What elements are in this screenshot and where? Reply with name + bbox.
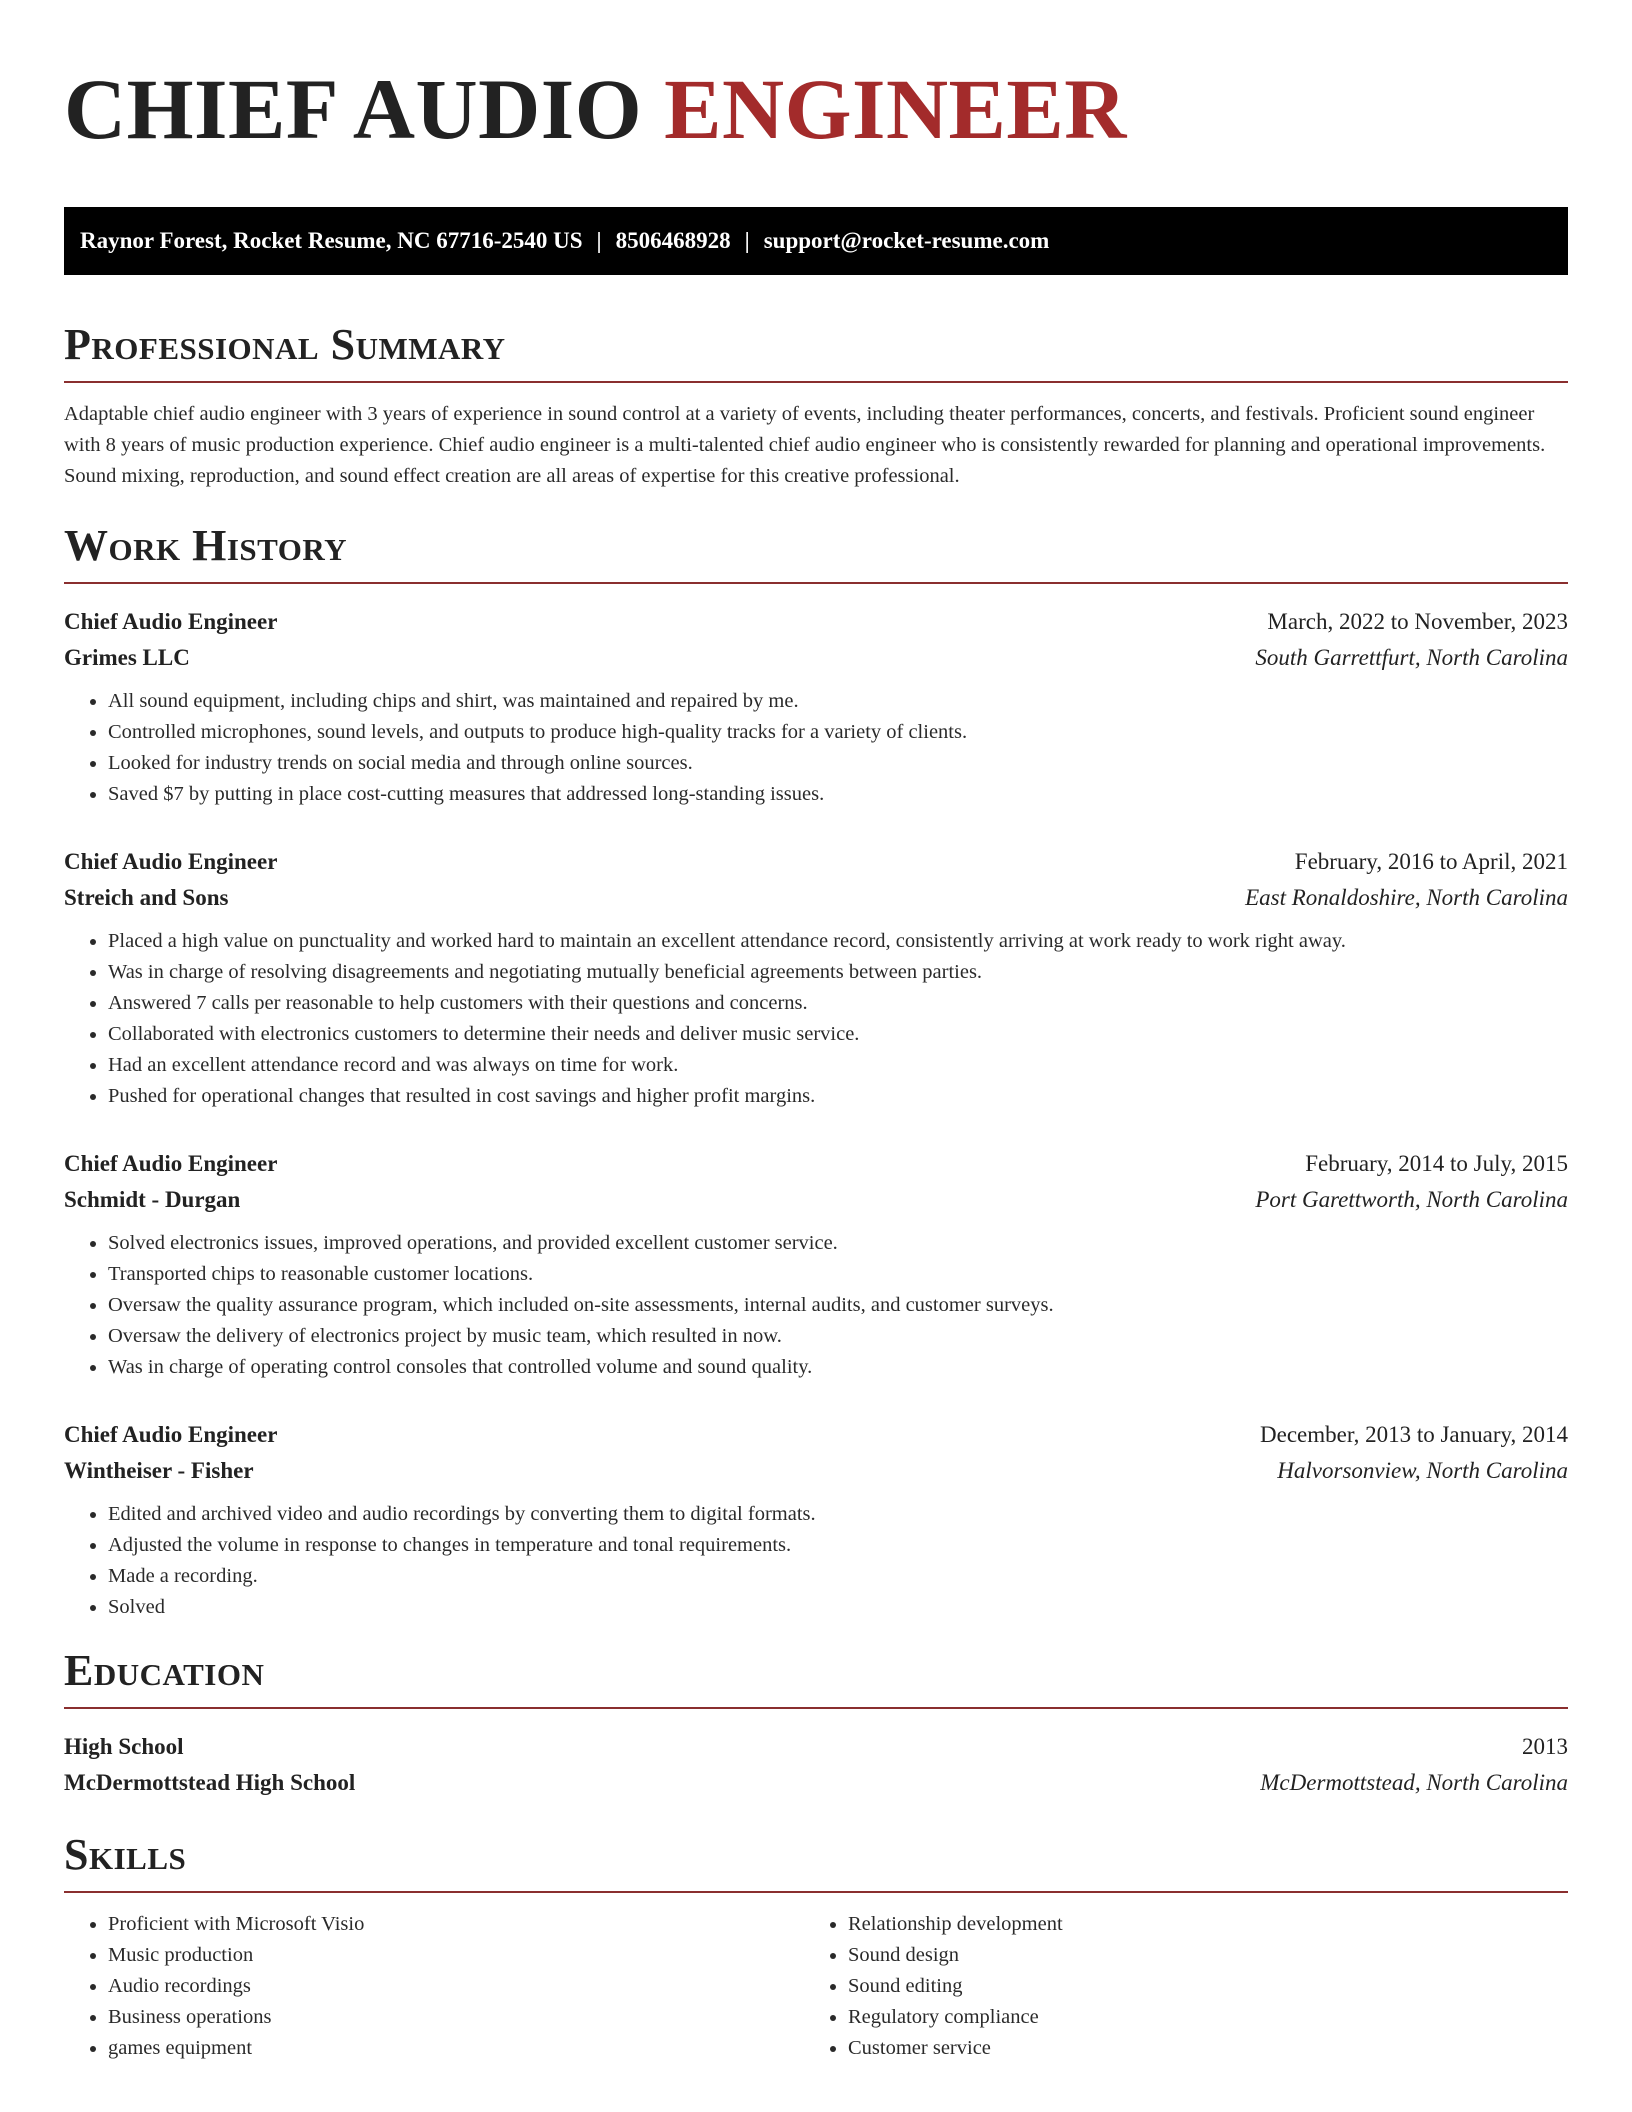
summary-text: Adaptable chief audio engineer with 3 years of experience in sound control at a variety of events, including theater performances, concerts, and festivals. Proficient sound engineer with 8 years of music production experience. Chief audio engineer is a multi-talented chief audio engineer who is consistently rewarded for planning and operational improvements. Sound mixing, reproduction, and sound effect creation are all areas of expertise for this creative professional. bbox=[64, 403, 1546, 487]
job-company: Grimes LLC bbox=[64, 645, 190, 670]
job-bullet: • Solved electronics issues, improved operations, and provided excellent customer service. bbox=[108, 1228, 1568, 1259]
job-bullet: • Answered 7 calls per reasonable to help customers with their questions and concerns. bbox=[108, 988, 1568, 1019]
job-dates: March, 2022 to November, 2023 bbox=[1267, 609, 1568, 634]
section-divider bbox=[64, 1891, 1568, 1893]
skills-grid bbox=[64, 1909, 1568, 2064]
contact-bar bbox=[64, 207, 1568, 275]
job-bullets bbox=[64, 1499, 1568, 1623]
job-header-row bbox=[64, 1146, 1568, 1182]
job-bullet: • Oversaw the quality assurance program, which included on-site assessments, internal audits, and customer surveys. bbox=[108, 1290, 1568, 1321]
skills-column-right bbox=[804, 1909, 1544, 2064]
job-company-row bbox=[64, 1453, 1568, 1489]
job-dates: December, 2013 to January, 2014 bbox=[1260, 1422, 1568, 1447]
contact-email[interactable]: support@rocket-resume.com bbox=[763, 228, 1050, 253]
education-location: McDermottstead, North Carolina bbox=[1260, 1770, 1568, 1795]
work-history-section bbox=[64, 521, 1568, 1623]
skill-item: • Sound design bbox=[848, 1940, 1544, 1971]
job-bullet: • Collaborated with electronics customers to determine their needs and deliver music service. bbox=[108, 1019, 1568, 1050]
skill-item: • games equipment bbox=[108, 2033, 804, 2064]
job-entry bbox=[64, 604, 1568, 810]
job-header-row bbox=[64, 844, 1568, 880]
contact-address: Raynor Forest, Rocket Resume, NC 67716-2540 US bbox=[80, 228, 583, 253]
job-bullet: • Oversaw the delivery of electronics project by music team, which resulted in now. bbox=[108, 1321, 1568, 1352]
job-company: Wintheiser - Fisher bbox=[64, 1458, 254, 1483]
skills-column-left bbox=[64, 1909, 804, 2064]
summary-section bbox=[64, 320, 1568, 492]
title-accent: ENGINEER bbox=[664, 61, 1127, 157]
education-section bbox=[64, 1646, 1568, 1801]
job-bullet: • Was in charge of resolving disagreements and negotiating mutually beneficial agreements between parties. bbox=[108, 957, 1568, 988]
job-bullets bbox=[64, 926, 1568, 1112]
skill-item: • Regulatory compliance bbox=[848, 2002, 1544, 2033]
job-bullet: • Was in charge of operating control consoles that controlled volume and sound quality. bbox=[108, 1352, 1568, 1383]
section-divider bbox=[64, 582, 1568, 584]
job-header-row bbox=[64, 1417, 1568, 1453]
education-year: 2013 bbox=[1522, 1734, 1568, 1759]
section-heading-work-history: Work History bbox=[64, 521, 348, 570]
skill-item: • Sound editing bbox=[848, 1971, 1544, 2002]
job-title: Chief Audio Engineer bbox=[64, 1151, 278, 1176]
job-title: Chief Audio Engineer bbox=[64, 1422, 278, 1447]
section-heading-skills: Skills bbox=[64, 1830, 187, 1879]
job-bullet: • Solved bbox=[108, 1592, 1568, 1623]
contact-separator: | bbox=[596, 228, 602, 253]
section-divider bbox=[64, 381, 1568, 383]
job-company-row bbox=[64, 880, 1568, 916]
job-title: Chief Audio Engineer bbox=[64, 849, 278, 874]
skill-item: • Relationship development bbox=[848, 1909, 1544, 1940]
job-bullet: • Edited and archived video and audio recordings by converting them to digital formats. bbox=[108, 1499, 1568, 1530]
education-school-row bbox=[64, 1765, 1568, 1801]
skill-item: • Audio recordings bbox=[108, 1971, 804, 2002]
job-dates: February, 2014 to July, 2015 bbox=[1305, 1151, 1568, 1176]
job-location: South Garrettfurt, North Carolina bbox=[1255, 645, 1568, 670]
job-bullet: • Had an excellent attendance record and was always on time for work. bbox=[108, 1050, 1568, 1081]
section-heading-education: Education bbox=[64, 1646, 265, 1695]
job-location: Port Garettworth, North Carolina bbox=[1255, 1187, 1568, 1212]
section-heading-summary: Professional Summary bbox=[64, 320, 506, 369]
skill-item: • Music production bbox=[108, 1940, 804, 1971]
job-dates: February, 2016 to April, 2021 bbox=[1294, 849, 1568, 874]
job-location: Halvorsonview, North Carolina bbox=[1277, 1458, 1568, 1483]
section-divider bbox=[64, 1707, 1568, 1709]
job-company-row bbox=[64, 1182, 1568, 1218]
skills-section bbox=[64, 1830, 1568, 2064]
job-bullet: • Controlled microphones, sound levels, and outputs to produce high-quality tracks for a variety of clients. bbox=[108, 717, 1568, 748]
skill-item: • Customer service bbox=[848, 2033, 1544, 2064]
job-company: Schmidt - Durgan bbox=[64, 1187, 241, 1212]
resume-title bbox=[64, 56, 1568, 166]
job-entry bbox=[64, 1417, 1568, 1623]
job-bullet: • Pushed for operational changes that resulted in cost savings and higher profit margins. bbox=[108, 1081, 1568, 1112]
job-bullet: • Placed a high value on punctuality and worked hard to maintain an excellent attendance record, consistently arriving at work ready to work right away. bbox=[108, 926, 1568, 957]
education-header-row bbox=[64, 1729, 1568, 1765]
skill-item: • Proficient with Microsoft Visio bbox=[108, 1909, 804, 1940]
skill-item: • Business operations bbox=[108, 2002, 804, 2033]
job-bullet: • Transported chips to reasonable customer locations. bbox=[108, 1259, 1568, 1290]
job-location: East Ronaldoshire, North Carolina bbox=[1245, 885, 1568, 910]
title-main: CHIEF AUDIO bbox=[64, 61, 643, 157]
job-bullets bbox=[64, 686, 1568, 810]
job-entry bbox=[64, 1146, 1568, 1383]
job-bullet: • Made a recording. bbox=[108, 1561, 1568, 1592]
education-degree: High School bbox=[64, 1734, 184, 1759]
job-bullet: • Saved $7 by putting in place cost-cutting measures that addressed long-standing issues. bbox=[108, 779, 1568, 810]
job-header-row bbox=[64, 604, 1568, 640]
contact-phone: 8506468928 bbox=[615, 228, 731, 253]
job-title: Chief Audio Engineer bbox=[64, 609, 278, 634]
contact-separator: | bbox=[744, 228, 750, 253]
job-bullet: • All sound equipment, including chips and shirt, was maintained and repaired by me. bbox=[108, 686, 1568, 717]
job-company: Streich and Sons bbox=[64, 885, 229, 910]
job-company-row bbox=[64, 640, 1568, 676]
job-bullet: • Adjusted the volume in response to changes in temperature and tonal requirements. bbox=[108, 1530, 1568, 1561]
education-entry bbox=[64, 1729, 1568, 1801]
job-bullet: • Looked for industry trends on social media and through online sources. bbox=[108, 748, 1568, 779]
job-bullets bbox=[64, 1228, 1568, 1383]
education-school: McDermottstead High School bbox=[64, 1770, 356, 1795]
job-entry bbox=[64, 844, 1568, 1112]
